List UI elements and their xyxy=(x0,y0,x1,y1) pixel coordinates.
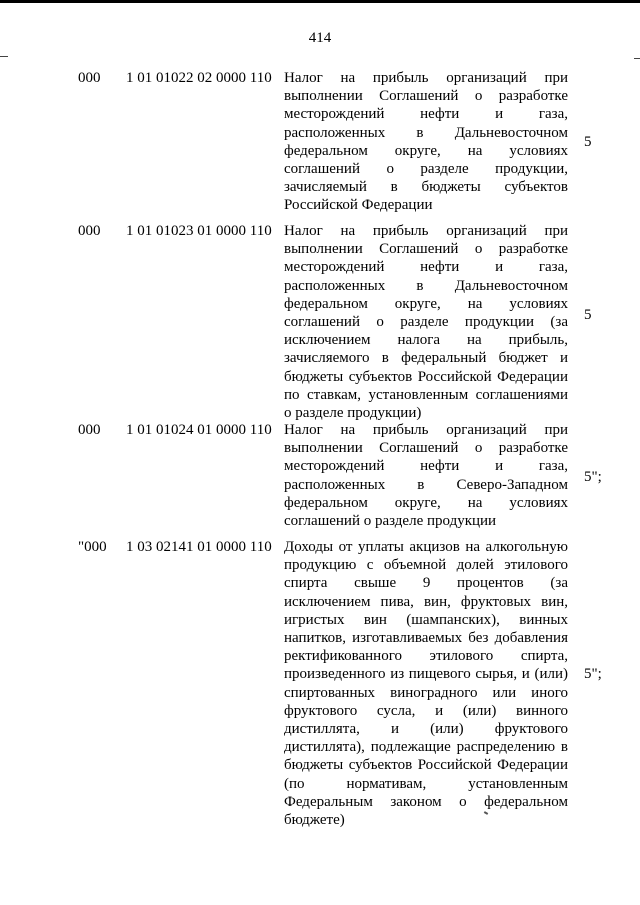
description-line: исключением налога на прибыль, xyxy=(284,332,568,349)
description-line: ректификованного этилового спирта, xyxy=(284,648,568,665)
income-description xyxy=(284,421,568,530)
description-line: спирта свыше 9 процентов (за xyxy=(284,575,568,592)
budget-classification-code: 1 01 01024 01 0000 110 xyxy=(126,422,272,438)
description-line: спиртованных виноградного или иного xyxy=(284,684,568,701)
description-line: Федеральным законом о федеральном xyxy=(284,793,568,810)
description-line: зачисляемого в федеральный бюджет и xyxy=(284,350,568,367)
scan-artifact-right xyxy=(634,58,640,59)
description-line: соглашений о разделе продукции xyxy=(284,513,497,530)
page-number: 414 xyxy=(308,30,332,46)
description-line: выполнении Соглашений о разработке xyxy=(284,440,568,457)
budget-classification-code: 1 03 02141 01 0000 110 xyxy=(126,539,272,555)
description-line: по ставкам, установленным соглашениями xyxy=(284,386,568,403)
description-line: (по нормативам, установленным xyxy=(284,775,568,792)
description-line: федеральном округе, на условиях xyxy=(284,295,568,312)
description-line: федеральном округе, на условиях xyxy=(284,494,568,511)
description-line: соглашений о разделе продукции, xyxy=(284,161,568,178)
distribution-norm: 5"; xyxy=(584,666,602,682)
description-line: зачисляемый в бюджеты субъектов xyxy=(284,179,568,196)
admin-code: 000 xyxy=(78,223,101,239)
budget-classification-code: 1 01 01022 02 0000 110 xyxy=(126,70,272,86)
income-description xyxy=(284,69,568,215)
description-line: исключением пива, вин, фруктовых вин, xyxy=(284,593,568,610)
description-line: Доходы от уплаты акцизов на алкогольную xyxy=(284,539,568,555)
description-line: о разделе продукции) xyxy=(284,405,422,422)
distribution-norm: 5 xyxy=(584,307,592,323)
description-line: произведенного из пищевого сырья, и (или) xyxy=(284,666,568,683)
description-line: месторождений нефти и газа, xyxy=(284,458,568,475)
description-line: федеральном округе, на условиях xyxy=(284,142,568,159)
description-line: дистиллята), подлежащие распределению в xyxy=(284,739,568,756)
description-line: продукцию с объемной долей этилового xyxy=(284,557,568,574)
description-line: Налог на прибыль организаций при xyxy=(284,422,568,438)
description-line: соглашений о разделе продукции (за xyxy=(284,314,568,331)
description-line: месторождений нефти и газа, xyxy=(284,259,568,276)
budget-classification-code: 1 01 01023 01 0000 110 xyxy=(126,223,272,239)
scan-artifact-left xyxy=(0,56,8,57)
description-line: расположенных в Дальневосточном xyxy=(284,124,568,141)
admin-code: 000 xyxy=(78,70,101,86)
top-border xyxy=(0,0,640,3)
description-line: бюджеты субъектов Российской Федерации xyxy=(284,368,568,385)
description-line: бюджете) xyxy=(284,812,345,829)
distribution-norm: 5"; xyxy=(584,469,602,485)
description-line: дистиллята, и (или) фруктового xyxy=(284,721,568,738)
description-line: Российской Федерации xyxy=(284,197,433,214)
description-line: игристых вин (шампанских), винных xyxy=(284,611,568,628)
description-line: расположенных в Дальневосточном xyxy=(284,277,568,294)
description-line: выполнении Соглашений о разработке xyxy=(284,88,568,105)
admin-code: "000 xyxy=(78,539,107,555)
description-line: месторождений нефти и газа, xyxy=(284,106,568,123)
admin-code: 000 xyxy=(78,422,101,438)
description-line: Налог на прибыль организаций при xyxy=(284,70,568,86)
description-line: фруктового сусла, и (или) винного xyxy=(284,702,568,719)
description-line: напитков, изготавливаемых без добавления xyxy=(284,630,568,647)
description-line: выполнении Соглашений о разработке xyxy=(284,241,568,258)
description-line: расположенных в Северо-Западном xyxy=(284,476,568,493)
income-description xyxy=(284,222,568,422)
income-description xyxy=(284,538,568,829)
description-line: Налог на прибыль организаций при xyxy=(284,223,568,239)
description-line: бюджеты субъектов Российской Федерации xyxy=(284,757,568,774)
distribution-norm: 5 xyxy=(584,134,592,150)
